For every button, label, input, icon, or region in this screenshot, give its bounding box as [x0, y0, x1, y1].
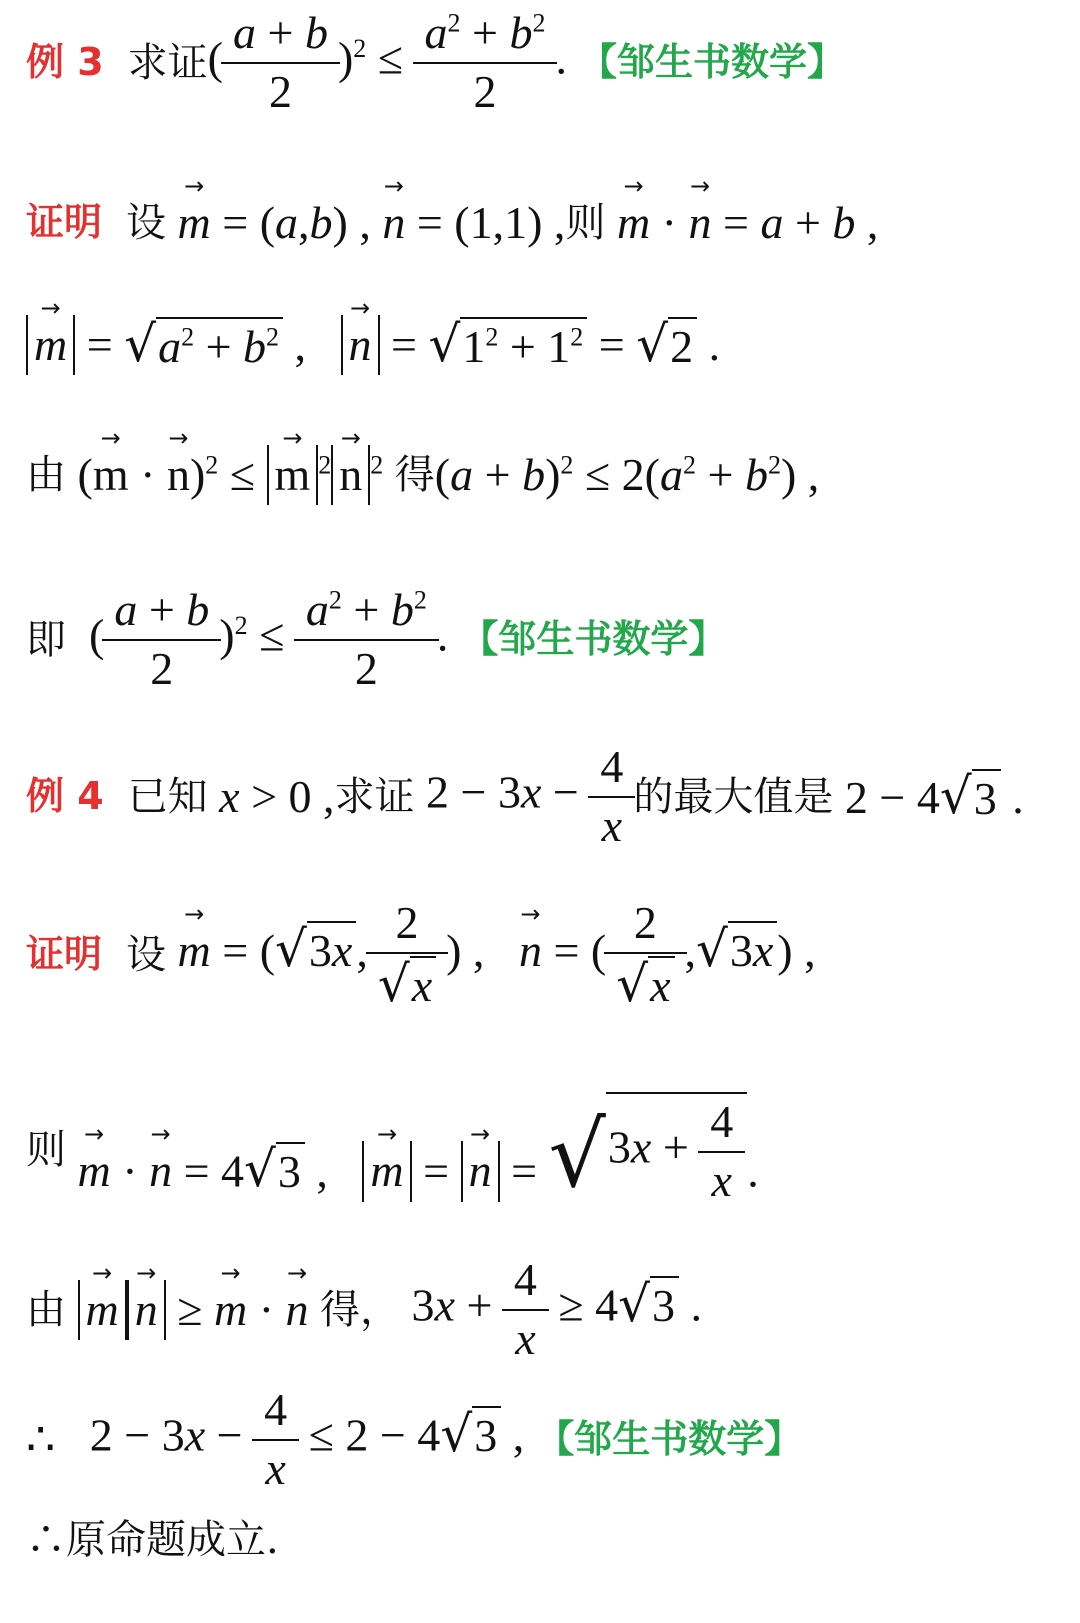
max-is-text: 的最大值是	[633, 774, 834, 820]
final-conclusion	[26, 1510, 1070, 1570]
ex3-result: 即 ( $\frac{a + b}{2}$ )$^2$ ≤ $\frac{a^2 + b^2}{2}$ . 【邹生书数学】	[26, 584, 727, 694]
ex3-cauchy-step: 由 (→ m · → n)$^2$ ≤ → m $^2$→ n $^2$ 得 $(a + b)^2 \le 2(a^2 + b^2)$ ,	[26, 430, 1070, 520]
ex3-proof-setup: 证明 设 → m = (a,b) , → n = (1,1) , 则 → m · → n = a + b ,	[26, 188, 1070, 258]
proof-label-1: 证明	[26, 200, 103, 245]
get-text-1: 得	[394, 452, 435, 498]
then-text-1: 则	[565, 200, 606, 246]
brand-tag-1: 【邹生书数学】	[578, 40, 845, 85]
proof-label-2: 证明	[26, 932, 103, 977]
conclusion-text: ∴原命题成立.	[26, 1517, 279, 1563]
ex3-statement	[26, 8, 1070, 118]
given-text: 已知	[127, 774, 208, 820]
ex4-magnitudes: 则 → m · → n = 4 √ 3 , → m = → n = √ 3x + $\frac{4}{x}$ .	[26, 1085, 1070, 1215]
get-comma-text: 得，	[320, 1287, 401, 1333]
from-text-2: 由	[26, 1287, 66, 1333]
ex3-magnitudes: → m = √ $a^2 + b^2$ , → n = √ $1^2 + 1^2$ = √ 2 .	[26, 300, 1070, 390]
brand-tag-3: 【邹生书数学】	[536, 1417, 803, 1462]
let-text-2: 设	[126, 932, 167, 978]
prove-text-2: 求证	[334, 774, 415, 820]
let-text-1: 设	[126, 200, 167, 246]
example3-label: 例 3	[26, 40, 104, 85]
brand-tag-2: 【邹生书数学】	[460, 617, 727, 662]
example4-label: 例 4	[26, 774, 104, 819]
ex4-proof-setup: 证明 设 → m = ( √ 3x , 2 √ x ) , → n = ( 2 √ x , √ 3x ) ,	[26, 895, 1070, 1015]
namely-text: 即	[26, 617, 66, 663]
from-text-1: 由	[26, 452, 66, 498]
ex3-inequality: ( $\frac{a + b}{2}$ )$^2$ ≤ $\frac{a^2 + b^2}{2}$ .	[207, 7, 567, 117]
ex4-conclusion-step: ∴ 2 − 3x − $\frac{4}{x}$ ≤ 2 − 4 √ 3 , 【邹生书数学】	[26, 1384, 803, 1494]
therefore-symbol: ∴	[26, 1413, 56, 1465]
ex4-statement: 例 4 已知 x > 0 , 求证 2 − 3x − $\frac{4}{x}$ 的最大值是 2 − 4 √ 3 .	[26, 741, 1024, 851]
prove-text: 求证	[127, 40, 208, 86]
ex4-inequality-step: 由 → m→ n ≥ → m · → n 得， 3x + $\frac{4}{x}$ ≥ 4 √ 3 .	[26, 1255, 1070, 1365]
then-text-2: 则	[26, 1127, 66, 1173]
